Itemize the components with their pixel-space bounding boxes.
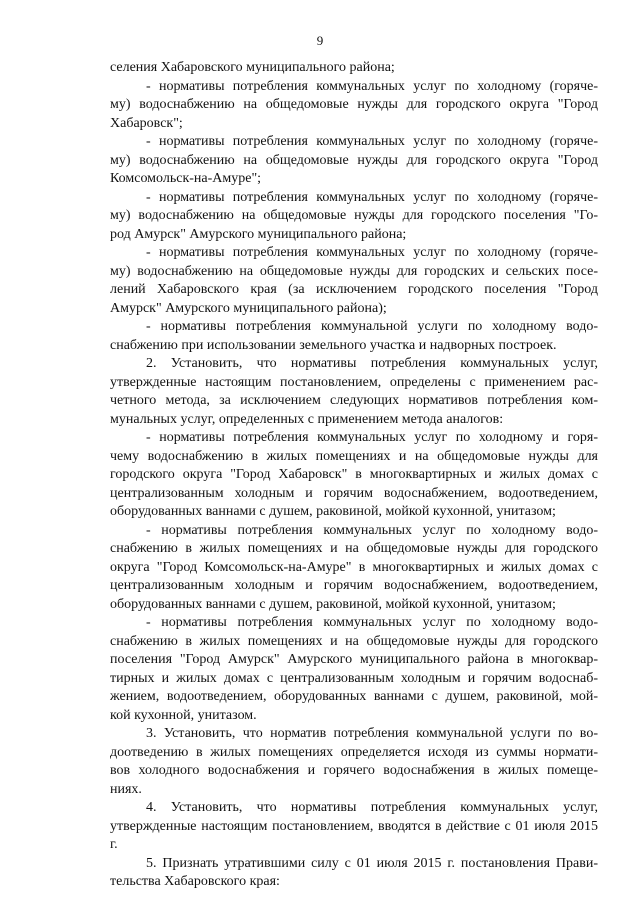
- text-line: род Амурск" Амурского муниципального района;: [110, 226, 407, 242]
- text-line: снабжению при использовании земельного участка и надворных построек.: [110, 337, 557, 353]
- text-line: утвержденные настоящим постановлением, вводятся в действие с 01 июля 2015: [110, 818, 598, 834]
- text-line: мунальных услуг, определенных с применением метода аналогов:: [110, 411, 504, 427]
- text-line: - нормативы потребления коммунальных услуг по холодному водо-: [146, 522, 598, 538]
- text-line: поселения "Город Амурск" Амурского муниципального района в многоквар-: [110, 652, 598, 667]
- text-line: г.: [110, 837, 118, 852]
- text-line: оборудованных ваннами с душем, раковиной, мойкой кухонной, унитазом;: [110, 596, 556, 612]
- text-line: чему водоснабжению в жилых помещениях и на общедомовые нужды для: [110, 448, 598, 464]
- page-number: 9: [316, 33, 324, 48]
- text-line: Хабаровск";: [110, 115, 183, 131]
- text-line: му) водоснабжению на общедомовые нужды для городского округа "Город: [110, 97, 598, 112]
- text-line: городского округа "Город Хабаровск" в многоквартирных и жилых домах с: [110, 467, 598, 482]
- text-line: му) водоснабжению на общедомовые нужды для городского поселения "Го-: [110, 208, 598, 223]
- text-line: му) водоснабжению на общедомовые нужды для городских и сельских посе-: [110, 263, 598, 279]
- text-line: Амурск" Амурского муниципального района);: [110, 300, 387, 316]
- text-line: доотведению в жилых помещениях определяется исходя из суммы нормати-: [110, 744, 598, 760]
- text-line: - нормативы потребления коммунальных услуг по холодному (горяче-: [146, 189, 598, 205]
- text-line: - нормативы потребления коммунальной услуги по холодному водо-: [146, 319, 598, 334]
- text-line: четного метода, за исключением следующих нормативов потребления ком-: [110, 393, 598, 408]
- text-line: вов холодного водоснабжения и горячего водоснабжения в жилых помеще-: [110, 763, 598, 778]
- text-line: снабжению в жилых помещениях и на общедомовые нужды для городского: [110, 541, 598, 556]
- text-line: му) водоснабжению на общедомовые нужды для городского округа "Город: [110, 152, 598, 168]
- text-line: кой кухонной, унитазом.: [110, 707, 257, 723]
- text-line: ниях.: [110, 781, 142, 797]
- text-line: - нормативы потребления коммунальных услуг по холодному (горяче-: [146, 245, 598, 260]
- text-line: 3. Установить, что норматив потребления коммунальной услуги по во-: [146, 726, 598, 741]
- text-line: тирных и жилых домах с централизованным холодным и горячим водоснаб-: [110, 670, 598, 686]
- text-line: оборудованных ваннами с душем, раковиной, мойкой кухонной, унитазом;: [110, 504, 556, 519]
- text-line: 5. Признать утратившими силу с 01 июля 2015 г. постановления Прави-: [146, 855, 598, 871]
- text-line: 4. Установить, что нормативы потребления коммунальных услуг,: [146, 800, 598, 815]
- text-line: округа "Город Комсомольск-на-Амуре" в многоквартирных и жилых домах с: [110, 559, 598, 575]
- text-line: - нормативы потребления коммунальных услуг по холодному (горяче-: [146, 134, 598, 149]
- text-line: селения Хабаровского муниципального района;: [110, 60, 395, 75]
- text-line: - нормативы потребления коммунальных услуг по холодному водо-: [146, 615, 598, 630]
- text-line: - нормативы потребления коммунальных услуг по холодному и горя-: [146, 430, 598, 445]
- text-line: жением, водоотведением, оборудованных ваннами с душем, раковиной, мой-: [110, 689, 598, 704]
- text-line: лений Хабаровского края (за исключением городского поселения "Город: [110, 282, 598, 297]
- text-line: централизованным холодным и горячим водоснабжением, водоотведением,: [110, 485, 598, 501]
- text-line: утвержденные настоящим постановлением, определены с применением рас-: [110, 374, 598, 390]
- text-line: Комсомольск-на-Амуре";: [110, 171, 262, 186]
- text-line: снабжению в жилых помещениях и на общедомовые нужды для городского: [110, 633, 598, 649]
- text-line: 2. Установить, что нормативы потребления коммунальных услуг,: [146, 356, 598, 371]
- text-line: тельства Хабаровского края:: [110, 874, 280, 889]
- document-body: [110, 59, 598, 892]
- text-line: централизованным холодным и горячим водоснабжением, водоотведением,: [110, 578, 598, 593]
- text-line: - нормативы потребления коммунальных услуг по холодному (горяче-: [146, 78, 598, 94]
